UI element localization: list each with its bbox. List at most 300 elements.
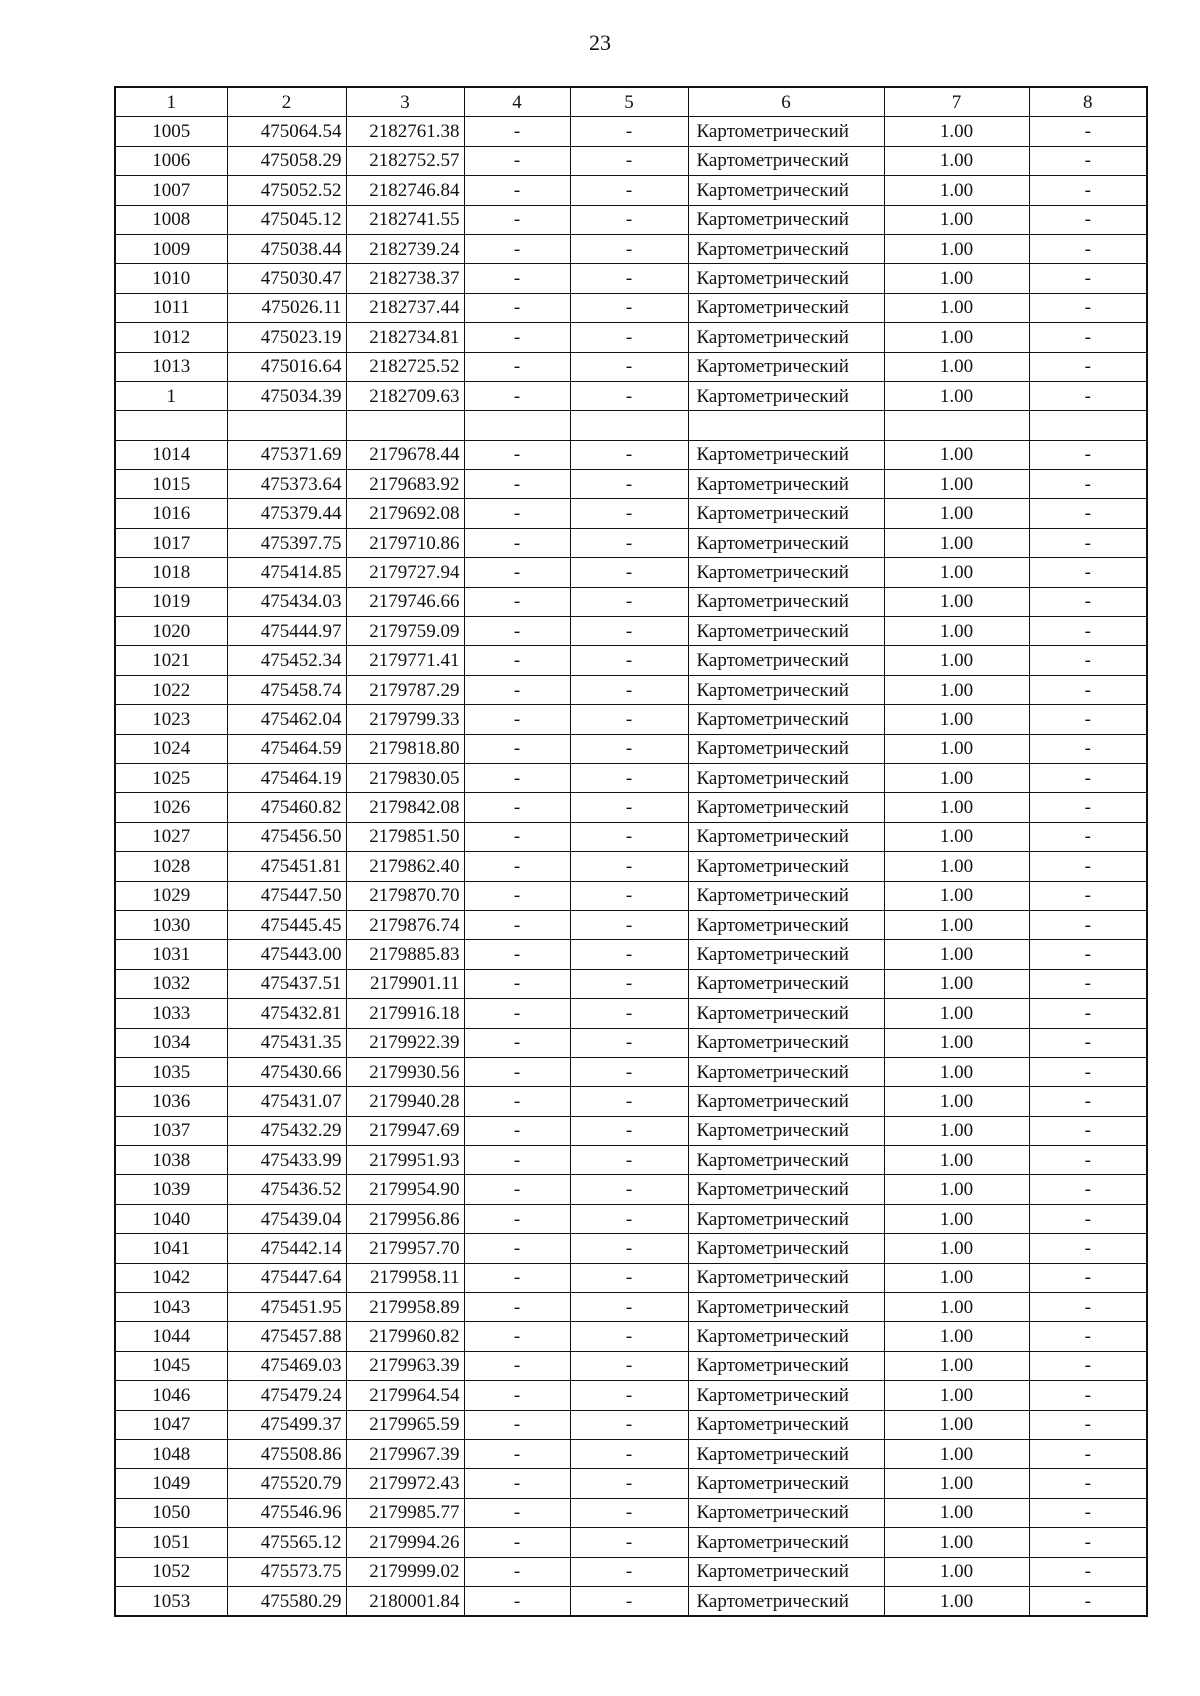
col8-value-cell: - [1029,264,1147,293]
table-row [115,763,1147,792]
col5-value-cell: - [570,1498,688,1527]
table-row [115,558,1147,587]
col8-value-cell: - [1029,146,1147,175]
accuracy-cell: 1.00 [884,1175,1029,1204]
col8-value-cell: - [1029,1057,1147,1086]
point-number-cell: 1052 [115,1557,227,1586]
method-cell: Картометрический [688,1234,884,1263]
point-number-cell: 1049 [115,1469,227,1498]
x-coordinate-cell: 475447.64 [227,1263,346,1292]
x-coordinate-cell: 475451.81 [227,852,346,881]
x-coordinate-cell: 475546.96 [227,1498,346,1527]
col4-value-cell: - [464,705,570,734]
method-cell: Картометрический [688,734,884,763]
col8-value-cell: - [1029,1528,1147,1557]
col5-value-cell: - [570,499,688,528]
accuracy-cell: 1.00 [884,470,1029,499]
col5-value-cell: - [570,999,688,1028]
col4-value-cell: - [464,264,570,293]
point-number-cell: 1047 [115,1410,227,1439]
table-row [115,646,1147,675]
col4-value-cell: - [464,1234,570,1263]
y-coordinate-cell: 2179963.39 [346,1351,464,1380]
x-coordinate-cell: 475457.88 [227,1322,346,1351]
accuracy-cell: 1.00 [884,617,1029,646]
col5-value-cell: - [570,1263,688,1292]
method-cell: Картометрический [688,852,884,881]
x-coordinate-cell: 475479.24 [227,1381,346,1410]
point-number-cell: 1016 [115,499,227,528]
method-cell: Картометрический [688,1204,884,1233]
table-row [115,793,1147,822]
x-coordinate-cell: 475433.99 [227,1146,346,1175]
point-number-cell: 1015 [115,470,227,499]
method-cell: Картометрический [688,617,884,646]
accuracy-cell: 1.00 [884,881,1029,910]
point-number-cell: 1006 [115,146,227,175]
col4-value-cell: - [464,352,570,381]
col8-value-cell: - [1029,969,1147,998]
col4-value-cell: - [464,940,570,969]
method-cell: Картометрический [688,1498,884,1527]
col8-value-cell: - [1029,1234,1147,1263]
point-number-cell: 1028 [115,852,227,881]
point-number-cell: 1026 [115,793,227,822]
col5-value-cell: - [570,1351,688,1380]
table-row [115,1410,1147,1439]
x-coordinate-cell: 475462.04 [227,705,346,734]
point-number-cell: 1038 [115,1146,227,1175]
point-number-cell: 1013 [115,352,227,381]
table-row [115,499,1147,528]
col8-value-cell: - [1029,763,1147,792]
col8-value-cell: - [1029,910,1147,939]
table-row [115,705,1147,734]
table-row [115,381,1147,410]
method-cell: Картометрический [688,822,884,851]
method-cell: Картометрический [688,234,884,263]
col8-value-cell: - [1029,176,1147,205]
x-coordinate-cell: 475434.03 [227,587,346,616]
col5-value-cell: - [570,176,688,205]
method-cell: Картометрический [688,352,884,381]
accuracy-cell: 1.00 [884,352,1029,381]
col5-value-cell: - [570,470,688,499]
point-number-cell: 1011 [115,293,227,322]
x-coordinate-cell: 475456.50 [227,822,346,851]
col5-value-cell: - [570,1028,688,1057]
accuracy-cell: 1.00 [884,910,1029,939]
col4-value-cell: - [464,1528,570,1557]
col8-value-cell: - [1029,440,1147,469]
point-number-cell: 1039 [115,1175,227,1204]
col4-value-cell: - [464,1028,570,1057]
col5-value-cell: - [570,940,688,969]
method-cell: Картометрический [688,293,884,322]
method-cell: Картометрический [688,1028,884,1057]
point-number-cell: 1032 [115,969,227,998]
method-cell: Картометрический [688,117,884,146]
x-coordinate-cell [227,411,346,440]
col5-value-cell: - [570,1469,688,1498]
method-cell: Картометрический [688,1175,884,1204]
y-coordinate-cell: 2179787.29 [346,675,464,704]
table-row [115,176,1147,205]
col8-value-cell: - [1029,499,1147,528]
x-coordinate-cell: 475499.37 [227,1410,346,1439]
col5-value-cell: - [570,205,688,234]
col4-value-cell: - [464,499,570,528]
table-row [115,528,1147,557]
col8-value-cell: - [1029,470,1147,499]
method-cell: Картометрический [688,1586,884,1616]
col5-value-cell: - [570,705,688,734]
col5-value-cell: - [570,763,688,792]
col5-value-cell: - [570,646,688,675]
point-number-cell: 1022 [115,675,227,704]
accuracy-cell: 1.00 [884,1557,1029,1586]
col4-value-cell: - [464,617,570,646]
accuracy-cell: 1.00 [884,1204,1029,1233]
col4-value-cell: - [464,117,570,146]
col8-value-cell: - [1029,323,1147,352]
accuracy-cell: 1.00 [884,323,1029,352]
col8-value-cell: - [1029,1087,1147,1116]
accuracy-cell: 1.00 [884,763,1029,792]
col5-value-cell: - [570,1528,688,1557]
method-cell: Картометрический [688,1439,884,1468]
y-coordinate-cell: 2179958.11 [346,1263,464,1292]
col5-value-cell: - [570,617,688,646]
y-coordinate-cell: 2182746.84 [346,176,464,205]
y-coordinate-cell: 2179956.86 [346,1204,464,1233]
x-coordinate-cell: 475580.29 [227,1586,346,1616]
column-header-4: 4 [464,87,570,117]
col5-value-cell: - [570,1234,688,1263]
method-cell: Картометрический [688,1293,884,1322]
col8-value-cell: - [1029,675,1147,704]
col5-value-cell [570,411,688,440]
col4-value-cell: - [464,1586,570,1616]
x-coordinate-cell: 475436.52 [227,1175,346,1204]
col8-value-cell: - [1029,822,1147,851]
table-row [115,411,1147,440]
accuracy-cell: 1.00 [884,705,1029,734]
x-coordinate-cell: 475432.29 [227,1116,346,1145]
x-coordinate-cell: 475397.75 [227,528,346,557]
method-cell: Картометрический [688,969,884,998]
method-cell: Картометрический [688,910,884,939]
col8-value-cell: - [1029,1263,1147,1292]
col4-value-cell: - [464,205,570,234]
x-coordinate-cell: 475016.64 [227,352,346,381]
table-row [115,440,1147,469]
x-coordinate-cell: 475431.35 [227,1028,346,1057]
method-cell: Картометрический [688,646,884,675]
table-row [115,1087,1147,1116]
col5-value-cell: - [570,323,688,352]
x-coordinate-cell: 475064.54 [227,117,346,146]
point-number-cell: 1014 [115,440,227,469]
method-cell: Картометрический [688,470,884,499]
y-coordinate-cell: 2179922.39 [346,1028,464,1057]
point-number-cell: 1031 [115,940,227,969]
col8-value-cell: - [1029,617,1147,646]
point-number-cell: 1034 [115,1028,227,1057]
table-row [115,352,1147,381]
col4-value-cell: - [464,587,570,616]
col4-value-cell: - [464,1087,570,1116]
col5-value-cell: - [570,852,688,881]
accuracy-cell: 1.00 [884,734,1029,763]
x-coordinate-cell: 475437.51 [227,969,346,998]
x-coordinate-cell: 475565.12 [227,1528,346,1557]
point-number-cell: 1044 [115,1322,227,1351]
y-coordinate-cell: 2179960.82 [346,1322,464,1351]
y-coordinate-cell: 2182709.63 [346,381,464,410]
column-header-6: 6 [688,87,884,117]
col8-value-cell: - [1029,1469,1147,1498]
col8-value-cell: - [1029,734,1147,763]
col4-value-cell: - [464,646,570,675]
method-cell [688,411,884,440]
table-row [115,1557,1147,1586]
col4-value-cell: - [464,881,570,910]
col8-value-cell: - [1029,999,1147,1028]
point-number-cell: 1030 [115,910,227,939]
point-number-cell: 1027 [115,822,227,851]
method-cell: Картометрический [688,381,884,410]
y-coordinate-cell: 2179964.54 [346,1381,464,1410]
col4-value-cell: - [464,793,570,822]
col5-value-cell: - [570,234,688,263]
col8-value-cell: - [1029,1028,1147,1057]
col4-value-cell: - [464,558,570,587]
col8-value-cell: - [1029,1116,1147,1145]
y-coordinate-cell: 2179965.59 [346,1410,464,1439]
header-row [115,87,1147,117]
method-cell: Картометрический [688,205,884,234]
x-coordinate-cell: 475444.97 [227,617,346,646]
method-cell: Картометрический [688,1057,884,1086]
table-row [115,822,1147,851]
accuracy-cell: 1.00 [884,1263,1029,1292]
x-coordinate-cell: 475414.85 [227,558,346,587]
y-coordinate-cell: 2179851.50 [346,822,464,851]
col5-value-cell: - [570,440,688,469]
table-row [115,1146,1147,1175]
y-coordinate-cell: 2179885.83 [346,940,464,969]
point-number-cell: 1048 [115,1439,227,1468]
accuracy-cell [884,411,1029,440]
table-row [115,1028,1147,1057]
table-row [115,323,1147,352]
col5-value-cell: - [570,1293,688,1322]
col5-value-cell: - [570,558,688,587]
col8-value-cell: - [1029,1498,1147,1527]
col8-value-cell: - [1029,1175,1147,1204]
method-cell: Картометрический [688,1087,884,1116]
table-row [115,1322,1147,1351]
col5-value-cell: - [570,1439,688,1468]
point-number-cell: 1035 [115,1057,227,1086]
col8-value-cell: - [1029,587,1147,616]
col4-value-cell [464,411,570,440]
y-coordinate-cell: 2182752.57 [346,146,464,175]
y-coordinate-cell: 2179818.80 [346,734,464,763]
point-number-cell: 1019 [115,587,227,616]
x-coordinate-cell: 475447.50 [227,881,346,910]
y-coordinate-cell: 2179954.90 [346,1175,464,1204]
col4-value-cell: - [464,852,570,881]
x-coordinate-cell: 475573.75 [227,1557,346,1586]
coordinates-table [114,86,1148,1617]
table-row [115,234,1147,263]
table-row [115,940,1147,969]
col4-value-cell: - [464,999,570,1028]
accuracy-cell: 1.00 [884,1381,1029,1410]
accuracy-cell: 1.00 [884,1293,1029,1322]
method-cell: Картометрический [688,528,884,557]
col5-value-cell: - [570,1204,688,1233]
table-row [115,1351,1147,1380]
table-row [115,117,1147,146]
col4-value-cell: - [464,1439,570,1468]
col5-value-cell: - [570,1116,688,1145]
accuracy-cell: 1.00 [884,1586,1029,1616]
page-number: 23 [589,30,611,55]
col8-value-cell: - [1029,1146,1147,1175]
accuracy-cell: 1.00 [884,793,1029,822]
col4-value-cell: - [464,293,570,322]
y-coordinate-cell: 2179999.02 [346,1557,464,1586]
y-coordinate-cell: 2182761.38 [346,117,464,146]
col5-value-cell: - [570,675,688,704]
point-number-cell: 1040 [115,1204,227,1233]
accuracy-cell: 1.00 [884,1028,1029,1057]
col4-value-cell: - [464,1146,570,1175]
method-cell: Картометрический [688,440,884,469]
point-number-cell: 1008 [115,205,227,234]
y-coordinate-cell: 2179967.39 [346,1439,464,1468]
x-coordinate-cell: 475452.34 [227,646,346,675]
col5-value-cell: - [570,1557,688,1586]
col5-value-cell: - [570,1087,688,1116]
method-cell: Картометрический [688,1351,884,1380]
table-row [115,910,1147,939]
y-coordinate-cell: 2179710.86 [346,528,464,557]
col5-value-cell: - [570,1175,688,1204]
col8-value-cell: - [1029,705,1147,734]
accuracy-cell: 1.00 [884,1087,1029,1116]
col8-value-cell: - [1029,558,1147,587]
col8-value-cell [1029,411,1147,440]
point-number-cell: 1041 [115,1234,227,1263]
col5-value-cell: - [570,293,688,322]
y-coordinate-cell: 2179746.66 [346,587,464,616]
col5-value-cell: - [570,793,688,822]
x-coordinate-cell: 475030.47 [227,264,346,293]
table-row [115,587,1147,616]
point-number-cell: 1029 [115,881,227,910]
table-row [115,1057,1147,1086]
col4-value-cell: - [464,822,570,851]
table-row [115,293,1147,322]
method-cell: Картометрический [688,675,884,704]
col8-value-cell: - [1029,1410,1147,1439]
col5-value-cell: - [570,1586,688,1616]
point-number-cell: 1050 [115,1498,227,1527]
x-coordinate-cell: 475023.19 [227,323,346,352]
method-cell: Картометрический [688,793,884,822]
method-cell: Картометрический [688,763,884,792]
y-coordinate-cell: 2182725.52 [346,352,464,381]
accuracy-cell: 1.00 [884,969,1029,998]
accuracy-cell: 1.00 [884,176,1029,205]
y-coordinate-cell: 2179957.70 [346,1234,464,1263]
col8-value-cell: - [1029,646,1147,675]
table-row [115,999,1147,1028]
col5-value-cell: - [570,1146,688,1175]
col8-value-cell: - [1029,293,1147,322]
col4-value-cell: - [464,1175,570,1204]
col8-value-cell: - [1029,381,1147,410]
y-coordinate-cell: 2179947.69 [346,1116,464,1145]
x-coordinate-cell: 475038.44 [227,234,346,263]
accuracy-cell: 1.00 [884,822,1029,851]
y-coordinate-cell: 2179842.08 [346,793,464,822]
method-cell: Картометрический [688,1146,884,1175]
accuracy-cell: 1.00 [884,999,1029,1028]
y-coordinate-cell: 2179876.74 [346,910,464,939]
col5-value-cell: - [570,881,688,910]
col4-value-cell: - [464,734,570,763]
table-row [115,1204,1147,1233]
table-row [115,1528,1147,1557]
table-row [115,1586,1147,1616]
col5-value-cell: - [570,1410,688,1439]
y-coordinate-cell: 2179985.77 [346,1498,464,1527]
method-cell: Картометрический [688,999,884,1028]
col8-value-cell: - [1029,1293,1147,1322]
col5-value-cell: - [570,910,688,939]
col4-value-cell: - [464,1263,570,1292]
y-coordinate-cell: 2179862.40 [346,852,464,881]
method-cell: Картометрический [688,1263,884,1292]
col5-value-cell: - [570,1322,688,1351]
col4-value-cell: - [464,1057,570,1086]
x-coordinate-cell: 475052.52 [227,176,346,205]
x-coordinate-cell: 475439.04 [227,1204,346,1233]
col5-value-cell: - [570,587,688,616]
col8-value-cell: - [1029,352,1147,381]
table-row [115,675,1147,704]
y-coordinate-cell: 2179972.43 [346,1469,464,1498]
point-number-cell [115,411,227,440]
table-row [115,1293,1147,1322]
x-coordinate-cell: 475451.95 [227,1293,346,1322]
col4-value-cell: - [464,910,570,939]
accuracy-cell: 1.00 [884,675,1029,704]
col5-value-cell: - [570,146,688,175]
accuracy-cell: 1.00 [884,528,1029,557]
accuracy-cell: 1.00 [884,646,1029,675]
col4-value-cell: - [464,1381,570,1410]
col8-value-cell: - [1029,940,1147,969]
table-row [115,470,1147,499]
point-number-cell: 1018 [115,558,227,587]
accuracy-cell: 1.00 [884,1234,1029,1263]
